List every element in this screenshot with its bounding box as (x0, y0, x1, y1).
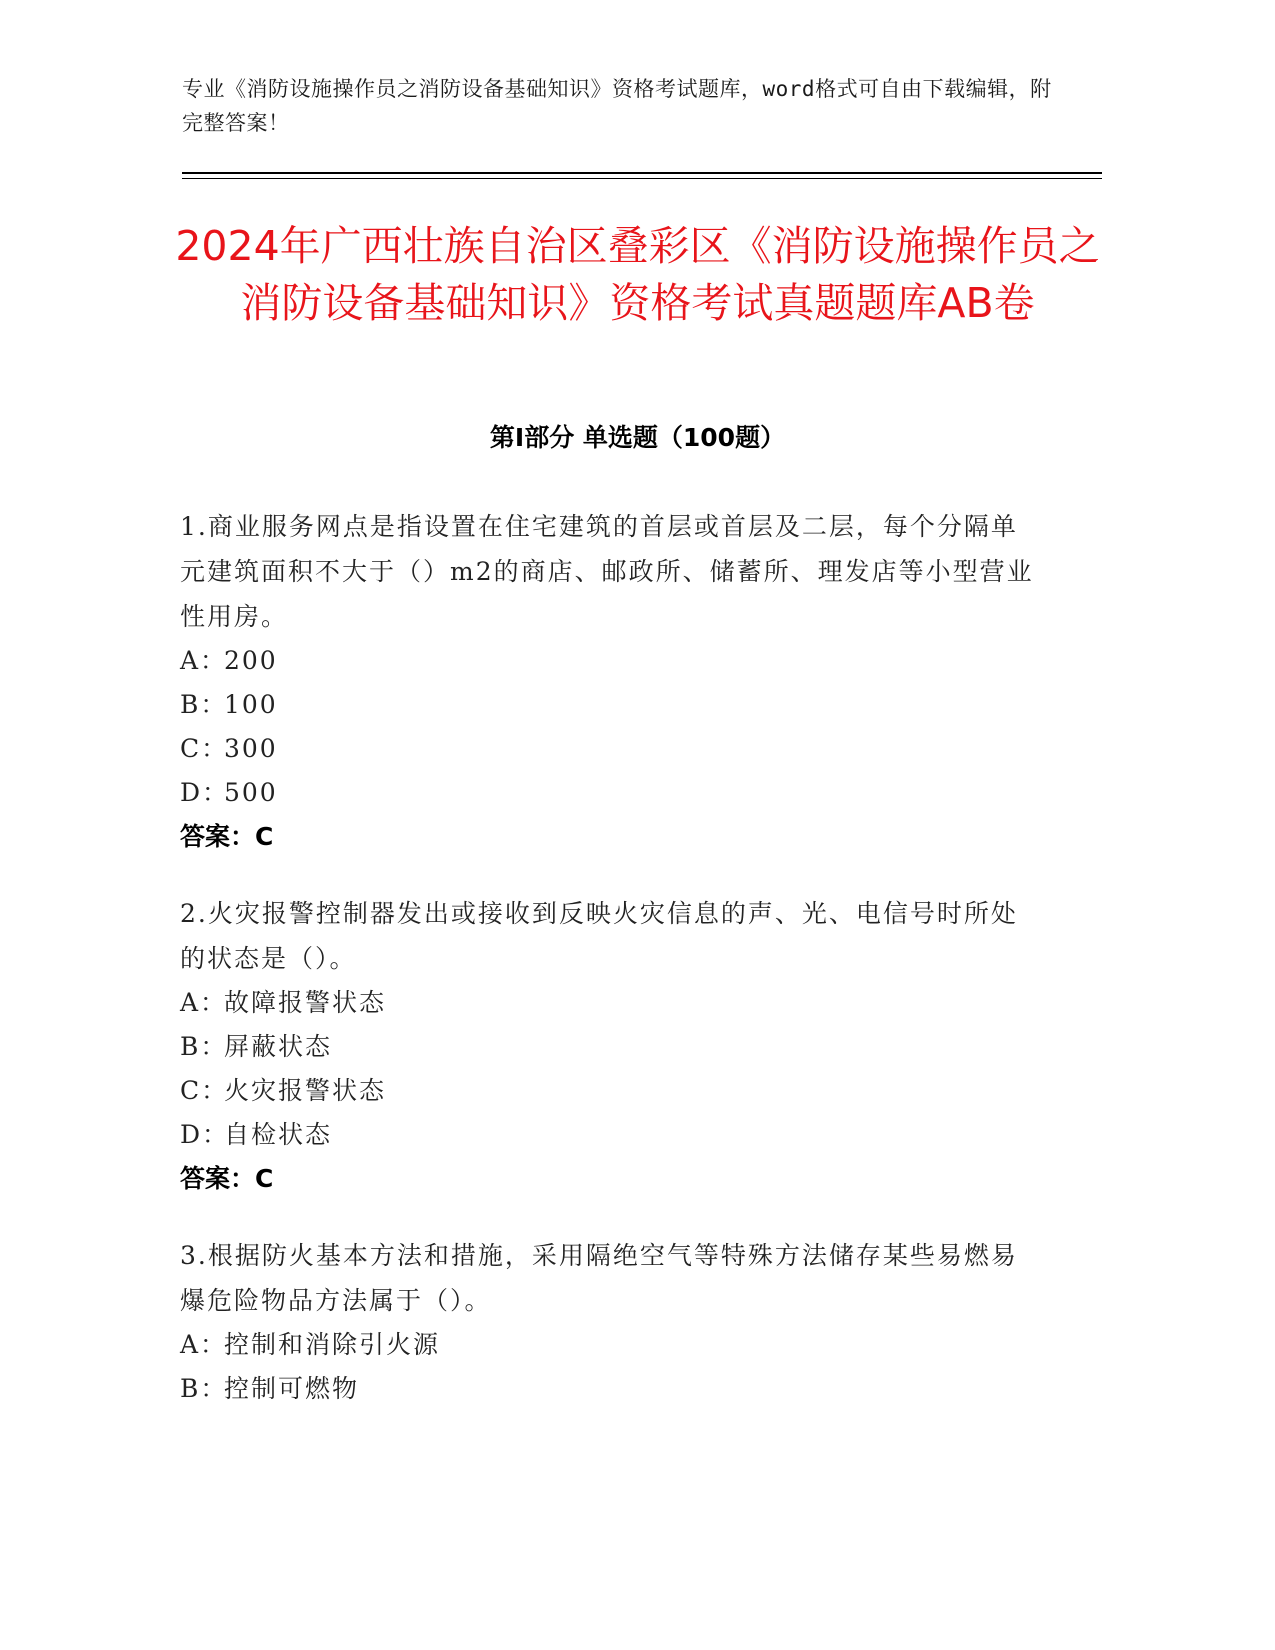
option-key: A： (180, 988, 228, 1017)
option-key: A： (180, 646, 228, 675)
option-key: D： (180, 778, 230, 807)
option-c (180, 727, 1040, 771)
option-value: 控制和消除引火源 (224, 1330, 441, 1359)
option-a (180, 981, 1040, 1025)
header-divider-thin (182, 178, 1102, 179)
option-value: 故障报警状态 (224, 988, 387, 1017)
header-note: 专业《消防设施操作员之消防设备基础知识》资格考试题库，word格式可自由下载编辑，附完整答案！ (182, 77, 1052, 135)
header-divider-thick (182, 172, 1102, 174)
answer-line: 答案：C (180, 1164, 274, 1193)
option-value: 100 (224, 690, 278, 719)
option-b (180, 683, 1040, 727)
option-value: 控制可燃物 (224, 1374, 360, 1403)
option-b (180, 1025, 1040, 1069)
option-c (180, 1069, 1040, 1113)
option-key: D： (180, 1120, 230, 1149)
answer-line: 答案：C (180, 822, 274, 851)
question-item (180, 504, 1040, 859)
option-key: C： (180, 1076, 229, 1105)
option-value: 自检状态 (224, 1120, 333, 1149)
question-item (180, 891, 1040, 1201)
option-value: 300 (224, 734, 278, 763)
option-value: 200 (224, 646, 278, 675)
question-text: 1.商业服务网点是指设置在住宅建筑的首层或首层及二层，每个分隔单元建筑面积不大于（）m2的商店、邮政所、储蓄所、理发店等小型营业性用房。 (180, 512, 1034, 631)
option-key: B： (180, 690, 228, 719)
option-key: C： (180, 734, 229, 763)
section-heading: 第Ⅰ部分 单选题（100题） (489, 423, 786, 452)
option-value: 500 (224, 778, 278, 807)
option-key: A： (180, 1330, 228, 1359)
document-title: 2024年广西壮族自治区叠彩区《消防设施操作员之消防设备基础知识》资格考试真题题库AB卷 (175, 222, 1100, 327)
question-list (180, 504, 1040, 1443)
option-key: B： (180, 1374, 228, 1403)
option-key: B： (180, 1032, 228, 1061)
question-text: 2.火灾报警控制器发出或接收到反映火灾信息的声、光、电信号时所处的状态是（）。 (180, 899, 1018, 973)
option-b (180, 1367, 1040, 1411)
option-d (180, 771, 1040, 815)
question-text: 3.根据防火基本方法和措施，采用隔绝空气等特殊方法储存某些易燃易爆危险物品方法属于（）。 (180, 1241, 1018, 1315)
option-value: 屏蔽状态 (224, 1032, 333, 1061)
question-item (180, 1233, 1040, 1411)
option-d (180, 1113, 1040, 1157)
option-a (180, 639, 1040, 683)
option-value: 火灾报警状态 (224, 1076, 387, 1105)
option-a (180, 1323, 1040, 1367)
